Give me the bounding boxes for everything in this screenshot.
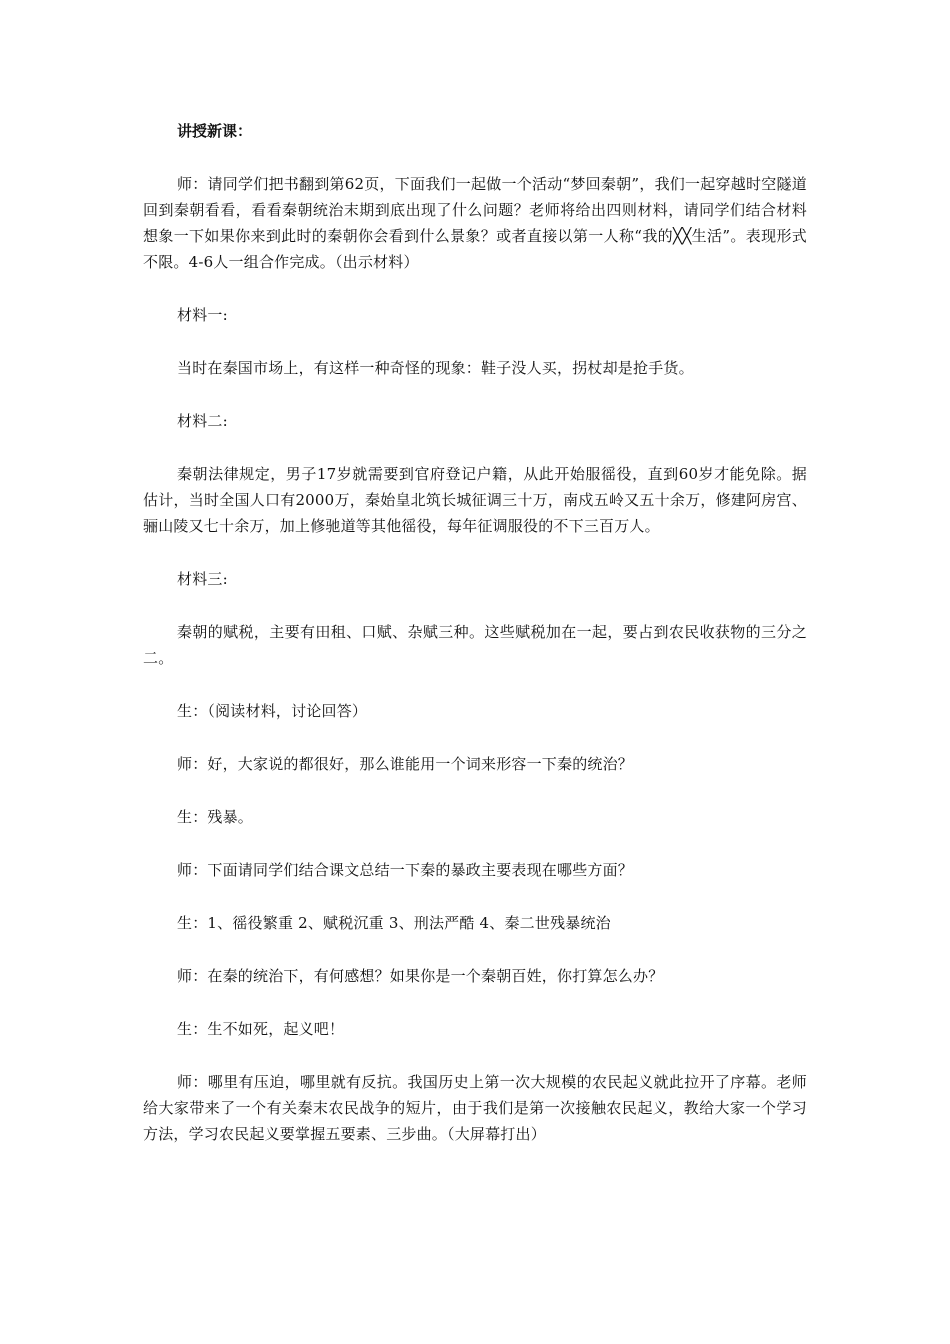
paragraph-teacher-question-1: 师：好，大家说的都很好，那么谁能用一个词来形容一下秦的统治？	[177, 755, 634, 773]
paragraph-material-2-label: 材料二:	[177, 412, 228, 430]
section-heading: 讲授新课：	[177, 122, 253, 140]
paragraph-teacher-question-2: 师：下面请同学们结合课文总结一下秦的暴政主要表现在哪些方面？	[177, 861, 634, 879]
paragraph-teacher-intro: 师：请同学们把书翻到第62页，下面我们一起做一个活动“梦回秦朝”，我们一起穿越时空隧道回到秦朝看看，看看秦朝统治末期到底出现了什么问题？老师将给出四则材料，请同学们结合材料想象一下如果你来到此时的秦朝你会看到什么景象？或者直接以第一人称“我的╳╳生活”。表现形式不限。4-6人一组合作完成。（出示材料）	[143, 175, 807, 271]
paragraph-material-3-text: 秦朝的赋税，主要有田租、口赋、杂赋三种。这些赋税加在一起，要占到农民收获物的三分之二。	[143, 623, 807, 667]
paragraph-teacher-question-3: 师：在秦的统治下，有何感想？如果你是一个秦朝百姓，你打算怎么办？	[177, 967, 664, 985]
paragraph-student-answer-1: 生：残暴。	[177, 808, 254, 826]
paragraph-student-reading: 生：（阅读材料，讨论回答）	[177, 702, 368, 720]
paragraph-student-answer-2: 生：1、徭役繁重 2、赋税沉重 3、刑法严酷 4、秦二世残暴统治	[177, 914, 611, 932]
paragraph-student-answer-3: 生：生不如死，起义吧！	[177, 1020, 345, 1038]
paragraph-material-2-text: 秦朝法律规定，男子17岁就需要到官府登记户籍，从此开始服徭役，直到60岁才能免除。据估计，当时全国人口有2000万，秦始皇北筑长城征调三十万，南戍五岭又五十余万，修建阿房宫、骊山陵又七十余万，加上修驰道等其他徭役，每年征调服役的不下三百万人。	[143, 465, 807, 535]
document-page	[143, 118, 807, 1174]
paragraph-material-1-label: 材料一:	[177, 306, 228, 324]
paragraph-material-1-text: 当时在秦国市场上，有这样一种奇怪的现象：鞋子没人买，拐杖却是抢手货。	[177, 359, 694, 377]
paragraph-material-3-label: 材料三:	[177, 570, 228, 588]
paragraph-teacher-conclusion: 师：哪里有压迫，哪里就有反抗。我国历史上第一次大规模的农民起义就此拉开了序幕。老师给大家带来了一个有关秦末农民战争的短片，由于我们是第一次接触农民起义，教给大家一个学习方法，学习农民起义要掌握五要素、三步曲。（大屏幕打出）	[143, 1073, 807, 1143]
